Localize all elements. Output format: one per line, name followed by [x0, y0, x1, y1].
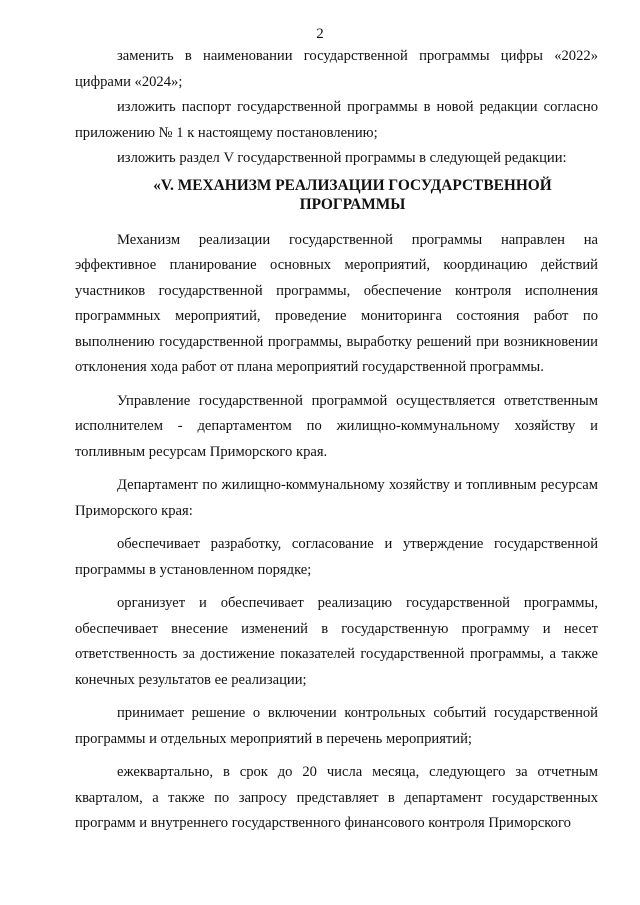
paragraph-duty-implementation: организует и обеспечивает реализацию государственной программы, обеспечивает внесение изменений в государственную программу и несет ответственность за достижение показателей государственной программы, а также конечных результатов ее реализации;: [75, 595, 598, 688]
page-number: 2: [316, 26, 324, 42]
paragraph-management: Управление государственной программой осуществляется ответственным исполнителем - департаментом по жилищно-коммунальному хозяйству и топливным ресурсам Приморского края.: [75, 392, 598, 460]
paragraph-duty-quarterly-report: ежеквартально, в срок до 20 числа месяца, следующего за отчетным кварталом, а также по запросу представляет в департамент государственных программ и внутреннего государственного финансового контроля Приморского: [75, 764, 598, 831]
paragraph-duty-control-events: принимает решение о включении контрольных событий государственной программы и отдельных мероприятий в перечень мероприятий;: [75, 705, 598, 747]
paragraph-replace-digits: заменить в наименовании государственной программы цифры «2022» цифрами «2024»;: [75, 48, 598, 90]
section-heading: «V. МЕХАНИЗМ РЕАЛИЗАЦИИ ГОСУДАРСТВЕННОЙ ПРОГРАММЫ: [153, 176, 552, 213]
paragraph-section-v: изложить раздел V государственной программы в следующей редакции:: [117, 150, 567, 166]
paragraph-duty-development: обеспечивает разработку, согласование и утверждение государственной программы в установленном порядке;: [75, 536, 598, 578]
paragraph-passport: изложить паспорт государственной программы в новой редакции согласно приложению № 1 к настоящему постановлению;: [75, 99, 598, 141]
paragraph-department: Департамент по жилищно-коммунальному хозяйству и топливным ресурсам Приморского края:: [75, 477, 598, 519]
document-body: [75, 44, 598, 837]
paragraph-mechanism: Механизм реализации государственной программы направлен на эффективное планирование основных мероприятий, координацию действий участников государственной программы, обеспечение контроля исполнения программных мероприятий, проведение мониторинга состояния работ по выполнению государственной программы, выработку решений при возникновении отклонения хода работ от плана мероприятий государственной программы.: [75, 231, 598, 375]
